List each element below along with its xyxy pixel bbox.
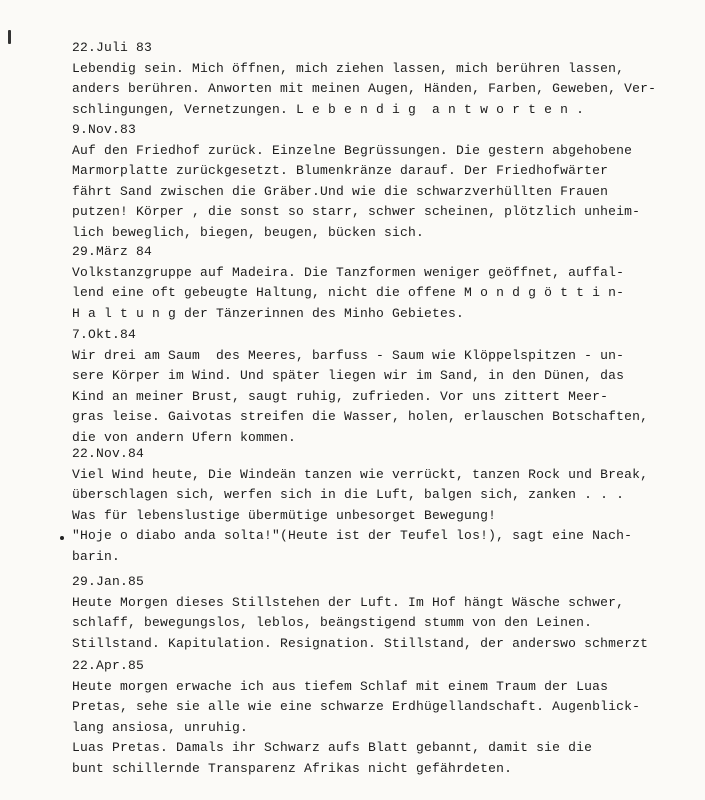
entry-date: 22.Juli 83: [72, 40, 153, 55]
entry-date: 9.Nov.83: [72, 122, 137, 137]
journal-entry: [72, 444, 692, 567]
entry-line: Auf den Friedhof zurück. Einzelne Begrüssungen. Die gestern abgehobene: [72, 142, 633, 158]
entry-line: Wir drei am Saum des Meeres, barfuss - Saum wie Klöppelspitzen - un-: [72, 347, 625, 363]
entry-line: Kind an meiner Brust, saugt ruhig, zufrieden. Vor uns zittert Meer-: [72, 388, 609, 404]
entry-line: Marmorplatte zurückgesetzt. Blumenkränze darauf. Der Friedhofwärter: [72, 163, 609, 178]
entry-line: Pretas, sehe sie alle wie eine schwarze Erdhügellandschaft. Augenblick-: [72, 699, 641, 714]
entry-date: 7.Okt.84: [72, 327, 137, 342]
entry-line: Stillstand. Kapitulation. Resignation. Stillstand, der anderswo schmerzt: [72, 635, 649, 651]
entry-line: Viel Wind heute, Die Windeän tanzen wie verrückt, tanzen Rock und Break,: [72, 466, 649, 482]
entry-line: fährt Sand zwischen die Gräber.Und wie die schwarzverhüllten Frauen: [72, 183, 609, 199]
entry-line: anders berühren. Anworten mit meinen Augen, Händen, Farben, Geweben, Ver-: [72, 81, 657, 96]
journal-entry: [72, 242, 692, 324]
entry-line: überschlagen sich, werfen sich in die Luft, balgen sich, zanken . . .: [72, 487, 625, 502]
journal-entry: [72, 325, 692, 448]
entry-line: schlingungen, Vernetzungen. L e b e n d i g a n t w o r t e n .: [72, 101, 585, 117]
entry-line: lend eine oft gebeugte Haltung, nicht die offene M o n d g ö t t i n-: [72, 285, 625, 300]
journal-entry: [72, 572, 692, 654]
entry-line: Volkstanzgruppe auf Madeira. Die Tanzformen weniger geöffnet, auffal-: [72, 264, 625, 280]
entry-line: Luas Pretas. Damals ihr Schwarz aufs Blatt gebannt, damit sie die: [72, 740, 593, 755]
margin-mark: [8, 30, 11, 44]
entry-line: Lebendig sein. Mich öffnen, mich ziehen lassen, mich berühren lassen,: [72, 60, 625, 76]
entry-date: 29.März 84: [72, 244, 153, 259]
entry-line: schlaff, bewegungslos, leblos, beängstigend stumm von den Leinen.: [72, 615, 593, 630]
entry-line: H a l t u n g der Tänzerinnen des Minho Gebietes.: [72, 305, 465, 321]
margin-mark: [60, 536, 64, 540]
entry-line: putzen! Körper , die sonst so starr, schwer scheinen, plötzlich unheim-: [72, 204, 641, 219]
journal-entry: [72, 656, 692, 779]
entry-line: gras leise. Gaivotas streifen die Wasser, holen, erlauschen Botschaften,: [72, 409, 649, 424]
entry-date: 22.Apr.85: [72, 658, 145, 673]
entry-line: bunt schillernde Transparenz Afrikas nicht gefährdeten.: [72, 760, 513, 776]
entry-line: lich beweglich, biegen, beugen, bücken sich.: [72, 224, 425, 240]
journal-entry: [72, 120, 692, 243]
entry-line: sere Körper im Wind. Und später liegen wir im Sand, in den Dünen, das: [72, 368, 625, 383]
entry-date: 29.Jan.85: [72, 574, 145, 589]
entry-date: 22.Nov.84: [72, 446, 145, 461]
entry-line: "Hoje o diabo anda solta!"(Heute ist der Teufel los!), sagt eine Nach-: [72, 528, 633, 543]
entry-line: lang ansiosa, unruhig.: [72, 719, 249, 735]
entry-line: Heute Morgen dieses Stillstehen der Luft. Im Hof hängt Wäsche schwer,: [72, 594, 625, 610]
entry-line: barin.: [72, 548, 121, 564]
entry-line: die von andern Ufern kommen.: [72, 429, 297, 445]
entry-line: Heute morgen erwache ich aus tiefem Schlaf mit einem Traum der Luas: [72, 678, 609, 694]
entry-line: Was für lebenslustige übermütige unbesorget Bewegung!: [72, 507, 497, 523]
journal-entry: [72, 38, 692, 120]
